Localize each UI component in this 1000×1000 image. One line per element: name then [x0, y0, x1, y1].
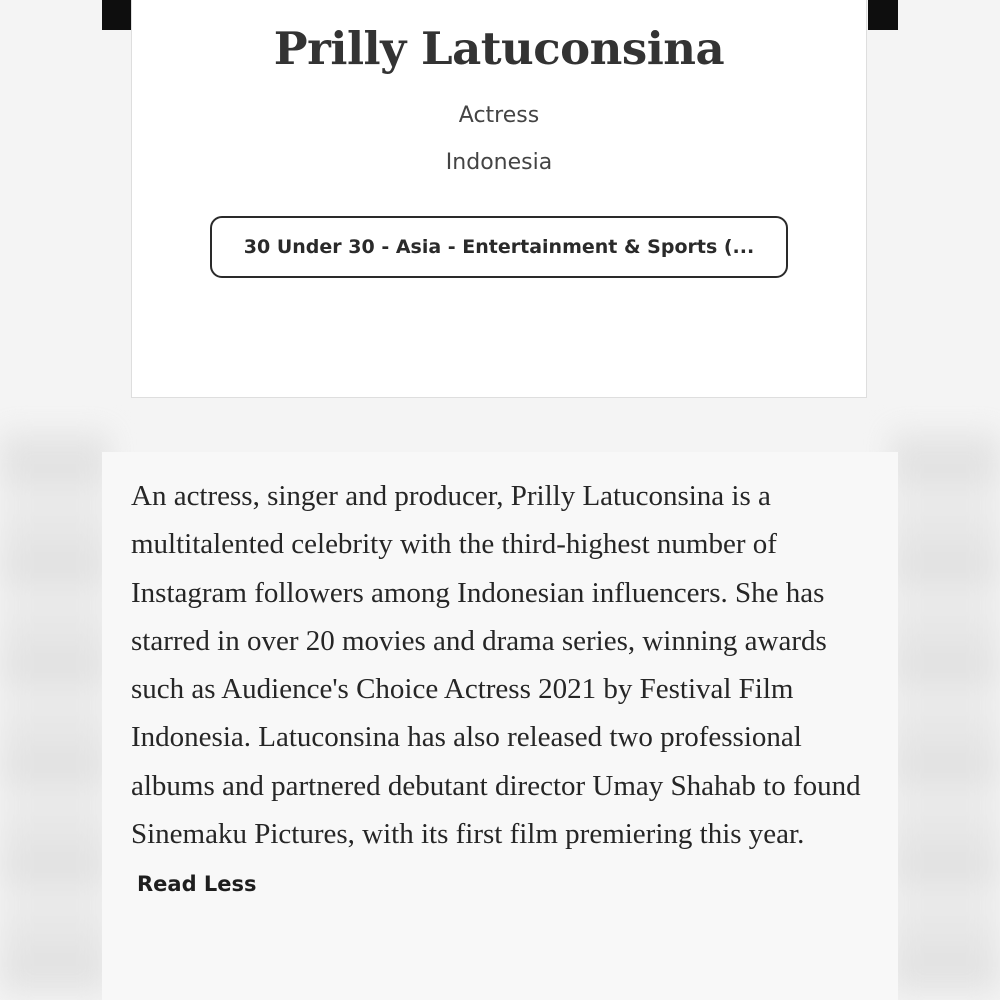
profile-card	[131, 0, 867, 398]
frame-corner-right	[868, 0, 898, 30]
profile-country: Indonesia	[445, 150, 553, 175]
blurred-backdrop-left	[0, 430, 110, 1000]
bio-card	[102, 452, 898, 1000]
read-less-link[interactable]: Read Less	[137, 872, 257, 897]
profile-name: Prilly Latuconsina	[273, 22, 725, 75]
frame-corner-left	[102, 0, 132, 30]
bio-paragraph	[131, 472, 870, 909]
blurred-backdrop-right	[890, 430, 1000, 1000]
bio-text: An actress, singer and producer, Prilly Latuconsina is a multitalented celebrity with the third-highest number of Instagram followers among Indonesian influencers. She has starred in over 20 movies and drama series, winning awards such as Audience's Choice Actress 2021 by Festival Film Indonesia. Latuconsina has also released two professional albums and partnered debutant director Umay Shahab to found Sinemaku Pictures, with its first film premiering this year.	[131, 480, 861, 851]
list-category-button[interactable]: 30 Under 30 - Asia - Entertainment & Sports (...	[210, 216, 788, 278]
profile-role: Actress	[458, 103, 540, 128]
